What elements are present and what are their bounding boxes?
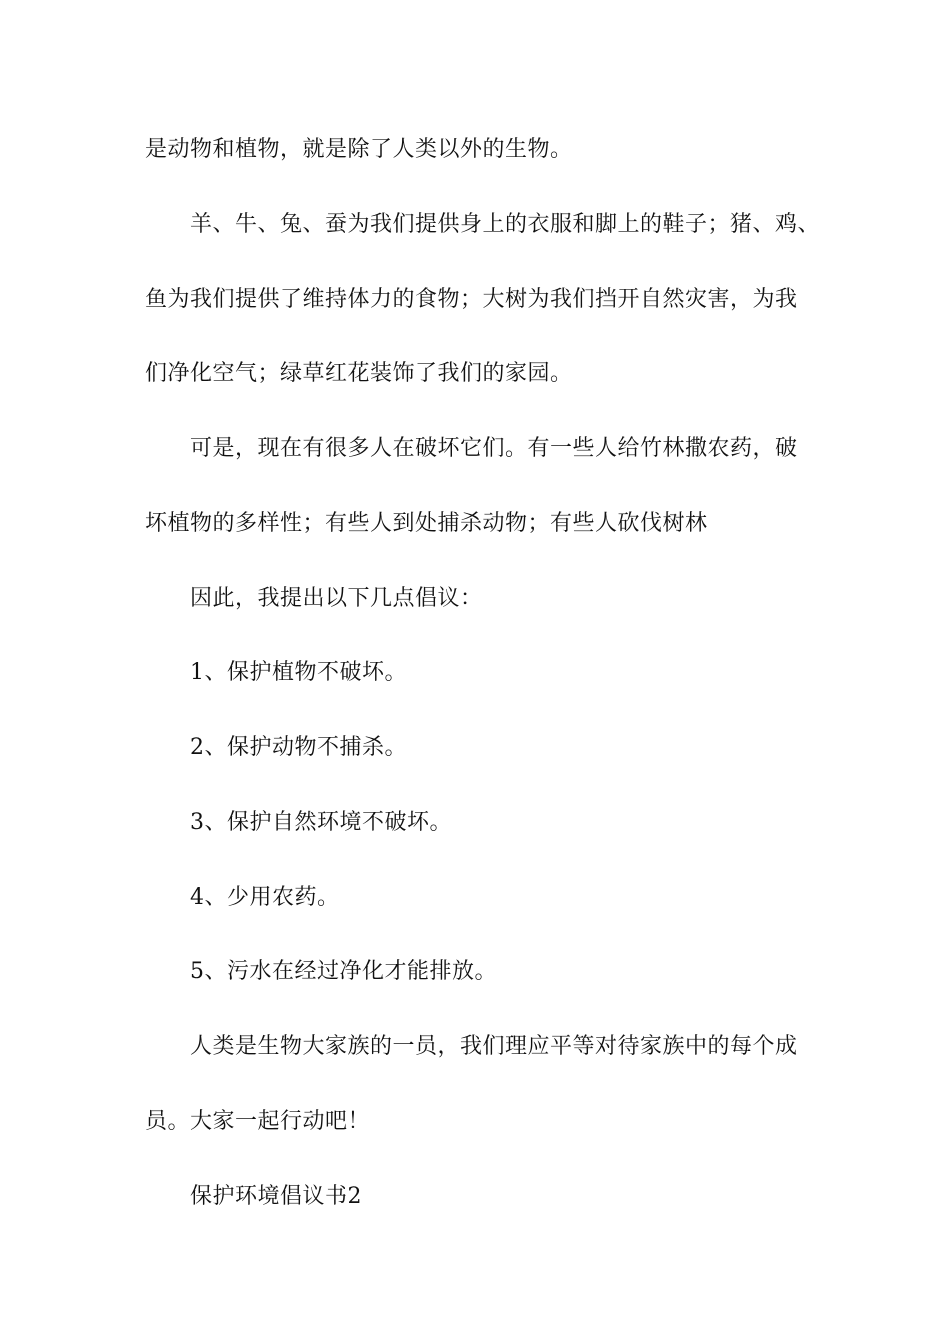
list-item: 4、少用农药。: [190, 885, 340, 910]
paragraph-line: 羊、牛、兔、蚕为我们提供身上的衣服和脚上的鞋子；猪、鸡、: [190, 212, 821, 237]
paragraph-line: 人类是生物大家族的一员，我们理应平等对待家族中的每个成: [190, 1034, 798, 1059]
paragraph-line: 鱼为我们提供了维持体力的食物；大树为我们挡开自然灾害，为我: [145, 287, 798, 312]
paragraph-line: 坏植物的多样性；有些人到处捕杀动物；有些人砍伐树林: [145, 511, 708, 536]
section-heading: 保护环境倡议书2: [190, 1184, 362, 1209]
list-item: 2、保护动物不捕杀。: [190, 735, 407, 760]
list-item: 3、保护自然环境不破坏。: [190, 810, 452, 835]
paragraph-line: 员。大家一起行动吧！: [145, 1109, 371, 1134]
paragraph-line: 可是，现在有很多人在破坏它们。有一些人给竹林撒农药，破: [190, 436, 798, 461]
paragraph-line: 们净化空气；绿草红花装饰了我们的家园。: [145, 361, 573, 386]
list-item: 1、保护植物不破坏。: [190, 660, 407, 685]
paragraph-line: 因此，我提出以下几点倡议：: [190, 586, 483, 611]
paragraph-line: 是动物和植物，就是除了人类以外的生物。: [145, 137, 573, 162]
list-item: 5、污水在经过净化才能排放。: [190, 959, 497, 984]
